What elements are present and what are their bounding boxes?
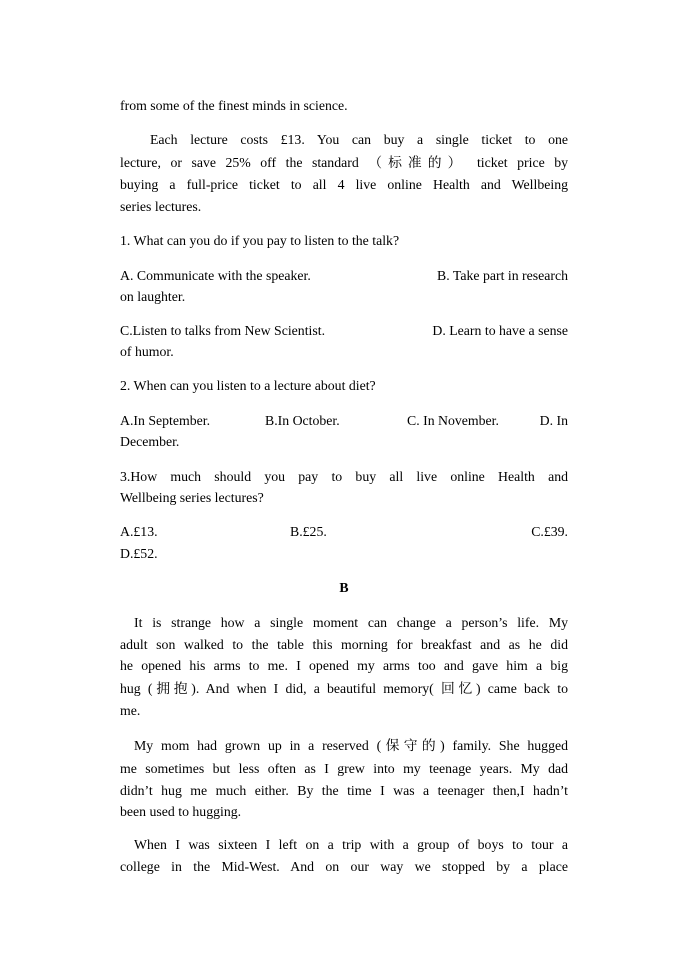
section-b-paragraph-3-line: college in the Mid-West. And on our way we stopped by a place — [120, 859, 568, 874]
question-1-option-d: D. Learn to have a sense — [432, 323, 568, 338]
question-2-stem: 2. When can you listen to a lecture about diet? — [120, 378, 376, 393]
question-2-option-a: A.In September. — [120, 413, 211, 428]
section-b-paragraph-1-line: adult son walked to the table this morning for breakfast and as he did — [120, 637, 568, 652]
question-2-option-d-wrap: December. — [120, 434, 180, 449]
question-3-stem: 3.How much should you pay to buy all live online Health and — [120, 469, 568, 484]
question-1-option-b: B. Take part in research — [437, 268, 568, 283]
section-b-paragraph-2-line: My mom had grown up in a reserved (保守的) family. She hugged — [134, 738, 568, 753]
question-1-stem: 1. What can you do if you pay to listen to the talk? — [120, 233, 400, 248]
question-3-option-d: D.£52. — [120, 546, 158, 561]
question-1-option-b-wrap: on laughter. — [120, 289, 186, 304]
question-3-stem-wrap: Wellbeing series lectures? — [120, 490, 264, 505]
section-b-paragraph-1-line: hug (拥抱). And when I did, a beautiful memory( 回忆) came back to — [120, 681, 568, 696]
question-1-option-a: A. Communicate with the speaker. — [120, 268, 311, 283]
question-3-option-a: A.£13. — [120, 524, 158, 539]
section-b-paragraph-2-line: me sometimes but less often as I grew into my teenage years. My dad — [120, 761, 568, 776]
passage-a-paragraph-line: series lectures. — [120, 199, 202, 214]
section-b-paragraph-3-line: When I was sixteen I left on a trip with a group of boys to tour a — [134, 837, 568, 852]
question-2-option-d: D. In — [539, 413, 568, 428]
passage-a-paragraph-line: lecture, or save 25% off the standard （标准的） ticket price by — [120, 155, 568, 170]
section-b-paragraph-2-line: been used to hugging. — [120, 804, 242, 819]
section-b-heading: B — [339, 580, 349, 595]
passage-a-line: from some of the finest minds in science. — [120, 98, 348, 113]
passage-a-paragraph-line: Each lecture costs £13. You can buy a single ticket to one — [150, 132, 568, 147]
question-2-option-b: B.In October. — [265, 413, 340, 428]
passage-a-paragraph-line: buying a full-price ticket to all 4 live online Health and Wellbeing — [120, 177, 568, 192]
section-b-paragraph-2-line: didn’t hug me much either. By the time I was a teenager then,I hadn’t — [120, 783, 568, 798]
section-b-paragraph-1-line: It is strange how a single moment can change a person’s life. My — [134, 615, 568, 630]
section-b-paragraph-1-line: he opened his arms to me. I opened my arms too and gave him a big — [120, 658, 568, 673]
question-2-option-c: C. In November. — [407, 413, 499, 428]
question-3-option-b: B.£25. — [290, 524, 327, 539]
question-1-option-d-wrap: of humor. — [120, 344, 174, 359]
question-1-option-c: C.Listen to talks from New Scientist. — [120, 323, 326, 338]
question-3-option-c: C.£39. — [531, 524, 568, 539]
section-b-paragraph-1-line: me. — [120, 703, 141, 718]
